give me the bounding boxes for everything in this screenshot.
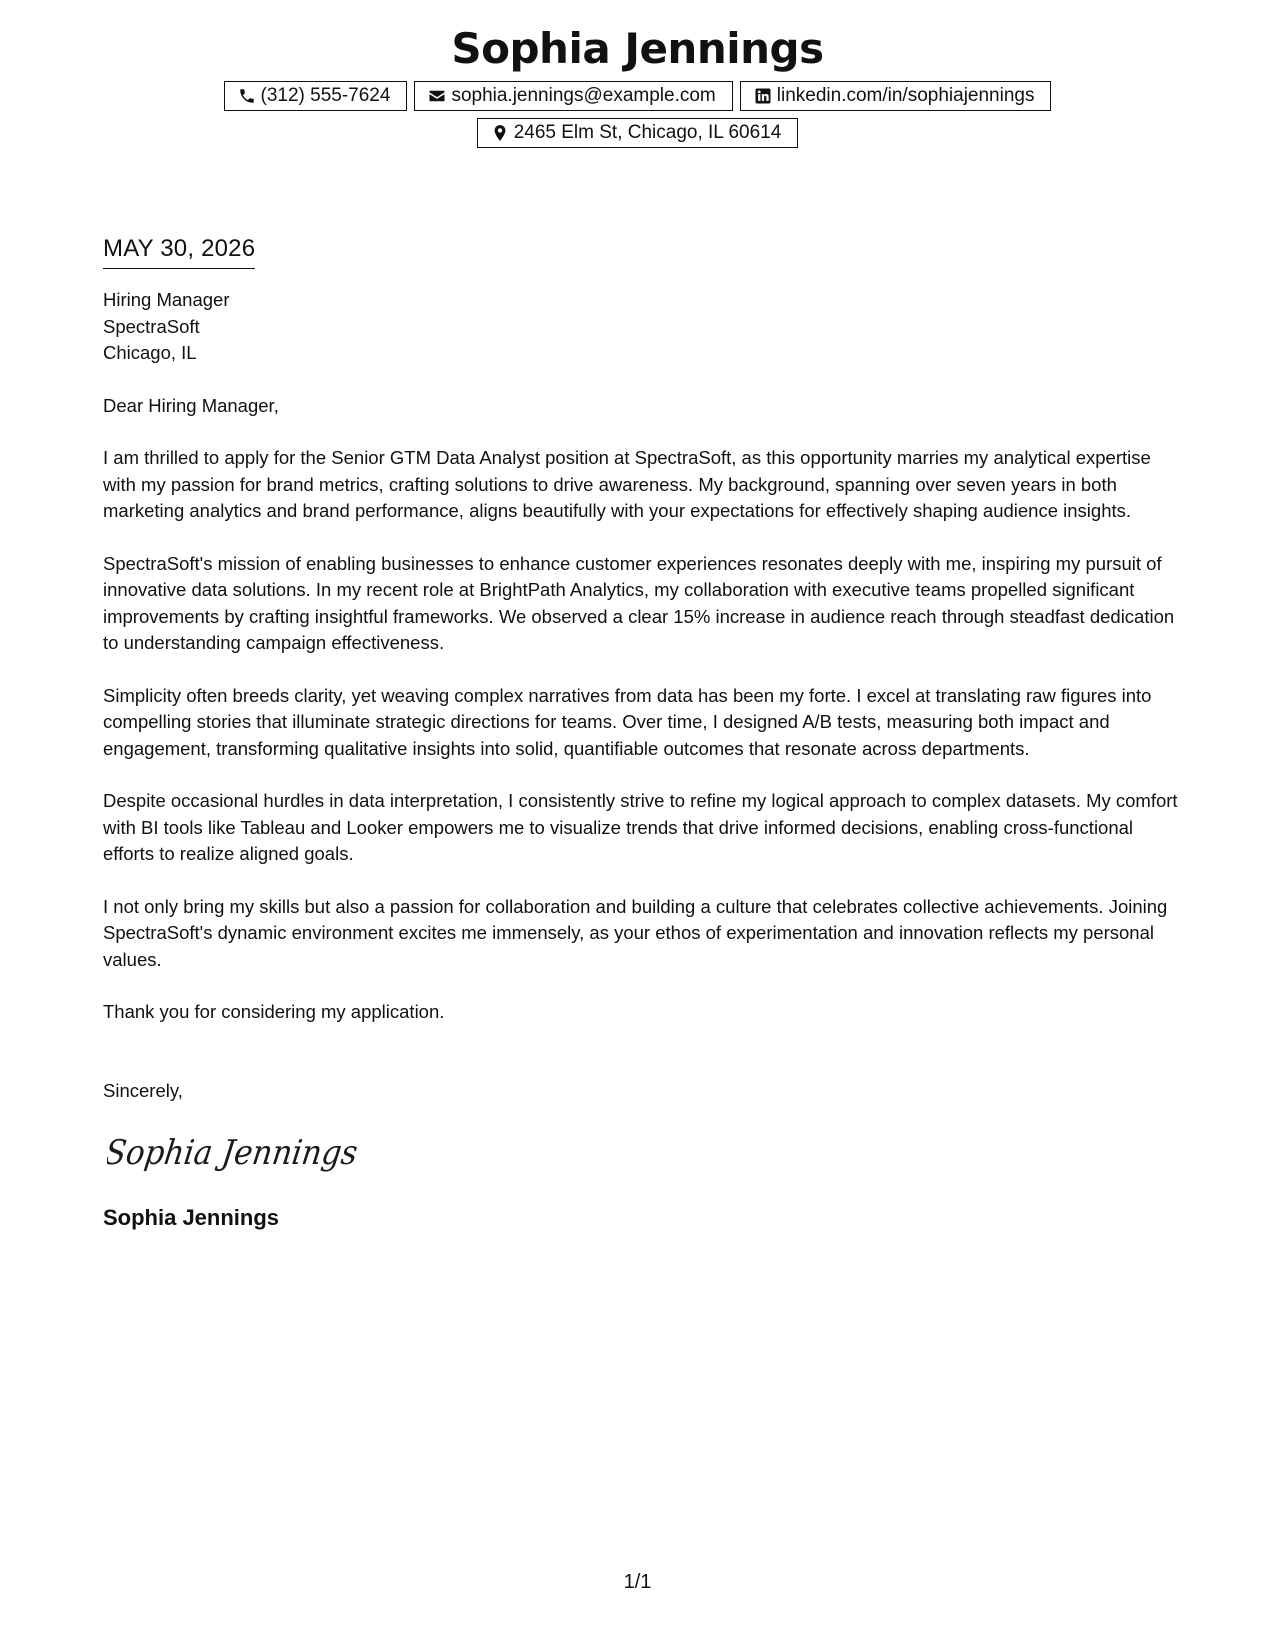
- closing: Sincerely,: [103, 1079, 183, 1101]
- letter-body: [103, 232, 1178, 1232]
- linkedin-chip[interactable]: [740, 81, 1052, 111]
- recipient-company: SpectraSoft: [103, 315, 200, 337]
- recipient-block: [103, 287, 1178, 367]
- handwritten-signature: [107, 1126, 367, 1182]
- address-text: 2465 Elm St, Chicago, IL 60614: [513, 122, 782, 143]
- contact-row: [0, 81, 1275, 111]
- letter-header: [0, 22, 1275, 148]
- paragraph-3: Simplicity often breeds clarity, yet weaving complex narratives from data has been my forte. I excel at translating raw figures into compelling stories that illuminate strategic directions for teams. Over time, I designed A/B tests, measuring both impact and engagement, transforming qualitative insights into solid, quantifiable outcomes that resonate across departments.: [103, 684, 1152, 759]
- contact-row-address: [0, 118, 1275, 148]
- salutation: Dear Hiring Manager,: [103, 394, 279, 416]
- phone-chip[interactable]: [224, 81, 408, 111]
- letter-date: MAY 30, 2026: [103, 232, 255, 269]
- email-text: sophia.jennings@example.com: [451, 85, 716, 106]
- envelope-icon: [428, 87, 446, 105]
- linkedin-text: linkedin.com/in/sophiajennings: [776, 85, 1035, 106]
- map-pin-icon: [491, 124, 509, 142]
- paragraph-4: Despite occasional hurdles in data interpretation, I consistently strive to refine my logical approach to complex datasets. My comfort with BI tools like Tableau and Looker empowers me to visualize trends that drive informed decisions, enabling cross-functional efforts to realize aligned goals.: [103, 790, 1178, 864]
- recipient-location: Chicago, IL: [103, 342, 197, 363]
- page-number: 1/1: [623, 1571, 652, 1593]
- phone-icon: [238, 87, 256, 105]
- recipient-title: Hiring Manager: [103, 289, 230, 310]
- paragraph-1: I am thrilled to apply for the Senior GTM Data Analyst position at SpectraSoft, as this opportunity marries my analytical expertise with my passion for brand metrics, crafting solutions to drive awareness. My background, spanning over seven years in both marketing analytics and brand performance, aligns beautifully with your expectations for effectively shaping audience insights.: [103, 447, 1151, 521]
- paragraph-2: SpectraSoft's mission of enabling businesses to enhance customer experiences resonates deeply with me, inspiring my pursuit of innovative data solutions. In my recent role at BrightPath Analytics, my collaboration with executive teams propelled significant improvements by crafting insightful frameworks. We observed a clear 15% increase in audience reach through steadfast dedication to understanding campaign effectiveness.: [103, 552, 1175, 653]
- address-chip[interactable]: [477, 118, 799, 148]
- linkedin-icon: [754, 87, 772, 105]
- email-chip[interactable]: [414, 81, 732, 111]
- paragraph-6: Thank you for considering my application.: [103, 1001, 445, 1022]
- svg-text:Sophia Jennings: Sophia Jennings: [107, 1133, 367, 1173]
- paragraph-5: I not only bring my skills but also a passion for collaboration and building a culture that celebrates collective achievements. Joining SpectraSoft's dynamic environment excites me immensely, as your ethos of experimentation and innovation reflects my personal values.: [103, 895, 1168, 970]
- phone-text: (312) 555-7624: [260, 85, 391, 106]
- applicant-name: Sophia Jennings: [451, 24, 824, 73]
- signed-name: Sophia Jennings: [103, 1204, 280, 1230]
